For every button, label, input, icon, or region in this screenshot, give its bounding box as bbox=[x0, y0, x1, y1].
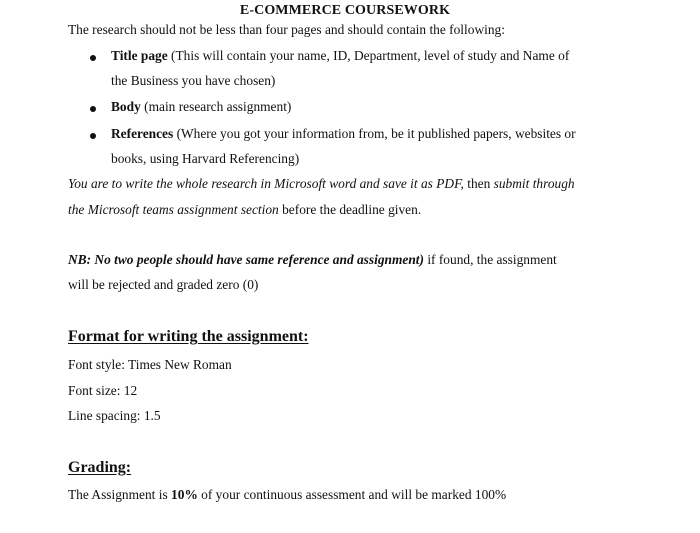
instruction-plain: before the deadline given. bbox=[278, 202, 422, 217]
bullet-text: (This will contain your name, ID, Department, level of study and Name of bbox=[167, 48, 570, 63]
grading-percentage: 10% bbox=[171, 487, 198, 502]
bullet-body bbox=[111, 99, 291, 115]
grading-heading: Grading: bbox=[68, 459, 132, 476]
bullet-dot-icon bbox=[90, 133, 96, 139]
bullet-continuation: books, using Harvard Referencing) bbox=[111, 151, 300, 166]
grading-text bbox=[68, 487, 506, 503]
format-font-size: Font size: 12 bbox=[68, 383, 138, 398]
bullet-term: References bbox=[111, 126, 174, 141]
intro-text: The research should not be less than four pages and should contain the following: bbox=[68, 22, 505, 37]
instruction-italic: submit through bbox=[493, 176, 575, 191]
instruction-line-2 bbox=[68, 202, 421, 218]
format-line-spacing: Line spacing: 1.5 bbox=[68, 408, 161, 423]
nb-emphasis: NB: No two people should have same reference and assignment) bbox=[68, 252, 424, 267]
bullet-text: (main research assignment) bbox=[140, 99, 292, 114]
format-heading: Format for writing the assignment: bbox=[68, 328, 309, 345]
instruction-line-1 bbox=[68, 176, 575, 192]
instruction-italic: the Microsoft teams assignment section bbox=[68, 202, 279, 217]
nb-plain: if found, the assignment bbox=[423, 252, 557, 267]
instruction-plain: then bbox=[463, 176, 494, 191]
document-title: E-COMMERCE COURSEWORK bbox=[239, 3, 451, 18]
grading-text-before: The Assignment is bbox=[68, 487, 172, 502]
bullet-dot-icon bbox=[90, 106, 96, 112]
bullet-references bbox=[111, 126, 576, 142]
nb-line-2: will be rejected and graded zero (0) bbox=[68, 277, 259, 292]
bullet-title-page bbox=[111, 48, 569, 64]
instruction-italic: You are to write the whole research in Microsoft word and save it as PDF, bbox=[68, 176, 464, 191]
nb-line-1 bbox=[68, 252, 557, 268]
bullet-text: (Where you got your information from, be it published papers, websites or bbox=[173, 126, 576, 141]
bullet-term: Body bbox=[111, 99, 141, 114]
bullet-term: Title page bbox=[111, 48, 168, 63]
grading-text-after: of your continuous assessment and will be marked 100% bbox=[197, 487, 507, 502]
bullet-continuation: the Business you have chosen) bbox=[111, 73, 276, 88]
bullet-dot-icon bbox=[90, 55, 96, 61]
format-font-style: Font style: Times New Roman bbox=[68, 357, 232, 372]
